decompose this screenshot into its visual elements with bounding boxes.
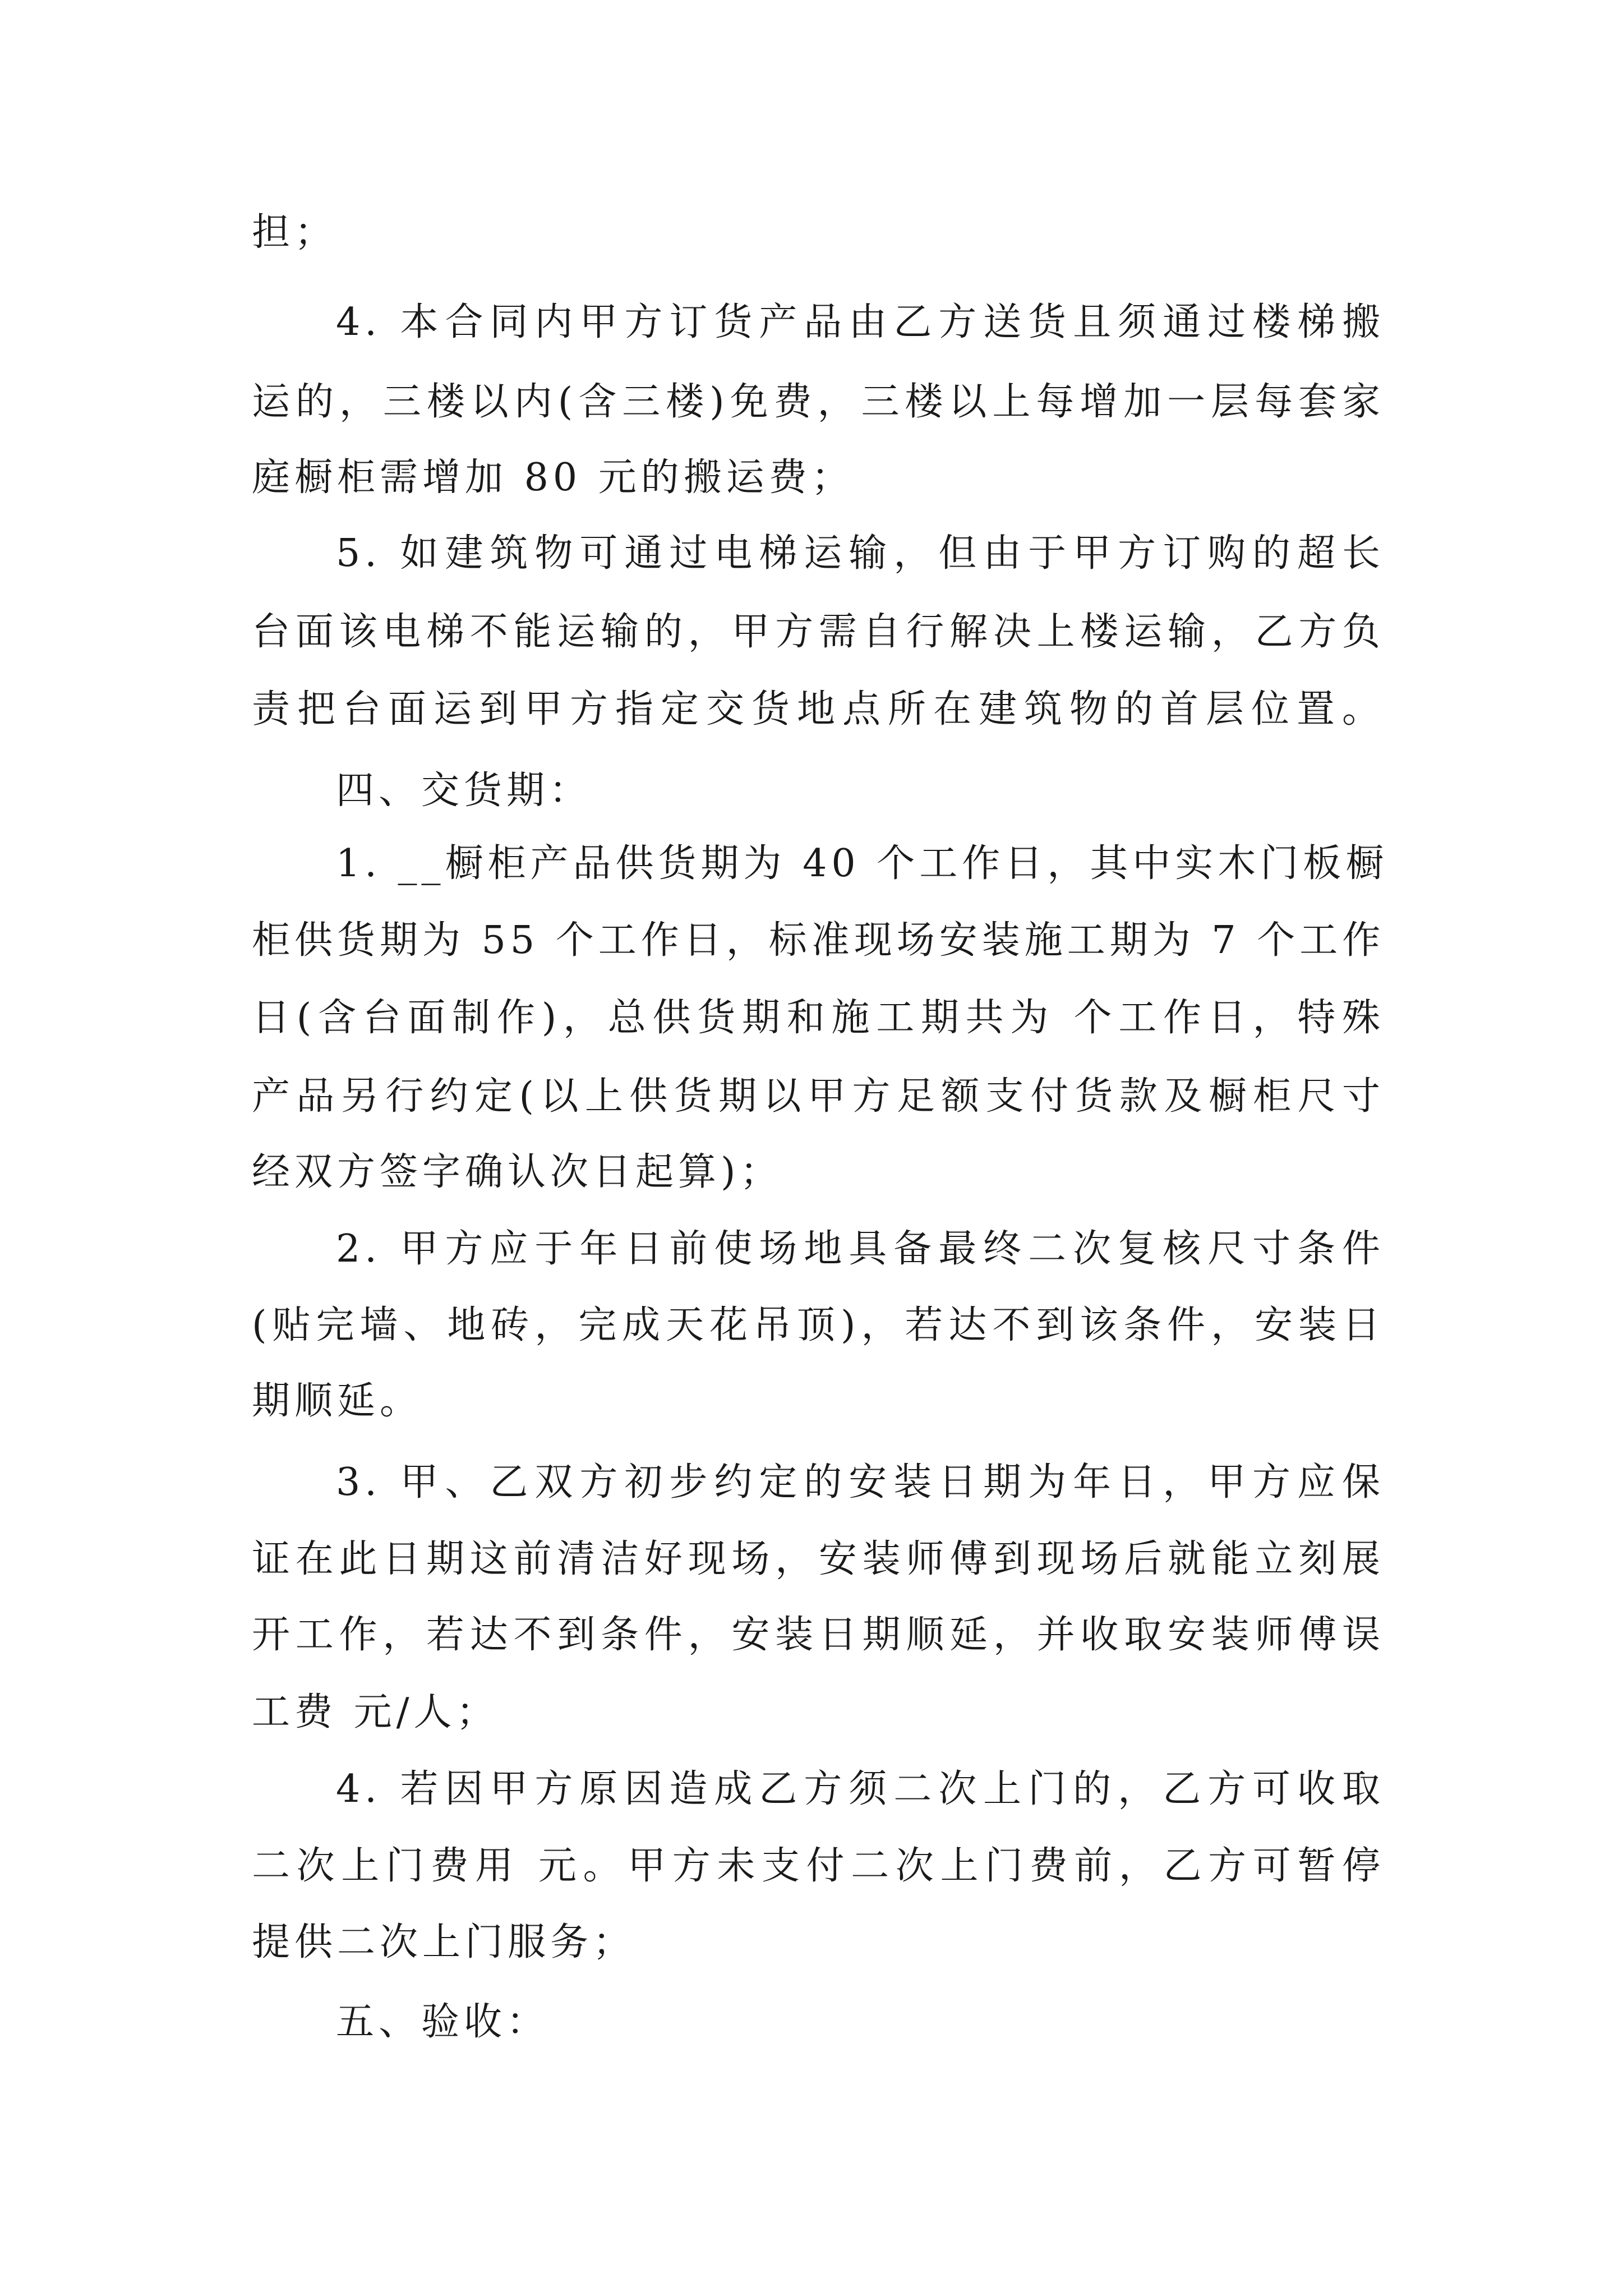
text-line: 期顺延。 [252, 1379, 423, 1423]
section-heading: 四、交货期： [336, 769, 592, 813]
text-line: 担； [252, 210, 338, 255]
text-line: 4. 本合同内甲方订货产品由乙方送货且须通过楼梯搬 [336, 300, 1385, 344]
text-line: 2. 甲方应于年日前使场地具备最终二次复核尺寸条件 [336, 1227, 1385, 1271]
text-line: 台面该电梯不能运输的，甲方需自行解决上楼运输，乙方负 [252, 610, 1385, 654]
text-line: 运的，三楼以内(含三楼)免费，三楼以上每增加一层每套家 [252, 380, 1385, 424]
text-line: 证在此日期这前清洁好现场，安装师傅到现场后就能立刻展 [252, 1537, 1385, 1581]
text-line: 二次上门费用 元。甲方未支付二次上门费前，乙方可暂停 [252, 1844, 1385, 1888]
text-line: 柜供货期为 55 个工作日，标准现场安装施工期为 7 个工作 [252, 918, 1385, 963]
text-line: 4. 若因甲方原因造成乙方须二次上门的，乙方可收取 [336, 1767, 1385, 1811]
text-line: 工费 元/人； [252, 1690, 499, 1734]
text-line: 1. __橱柜产品供货期为 40 个工作日，其中实木门板橱 [336, 841, 1389, 886]
text-line: 3. 甲、乙双方初步约定的安装日期为年日，甲方应保 [336, 1460, 1385, 1504]
text-line: (贴完墙、地砖，完成天花吊顶)，若达不到该条件，安装日 [252, 1303, 1385, 1347]
text-line: 经双方签字确认次日起算)； [252, 1150, 783, 1194]
section-heading: 五、验收： [336, 2000, 550, 2044]
text-line: 5. 如建筑物可通过电梯运输，但由于甲方订购的超长 [336, 531, 1385, 576]
text-line: 产品另行约定(以上供货期以甲方足额支付货款及橱柜尺寸 [252, 1074, 1385, 1119]
text-line: 提供二次上门服务； [252, 1920, 636, 1964]
text-line: 日(含台面制作)，总供货期和施工期共为 个工作日，特殊 [252, 996, 1385, 1040]
text-line: 庭橱柜需增加 80 元的搬运费； [252, 455, 854, 500]
text-line: 开工作，若达不到条件，安装日期顺延，并收取安装师傅误 [252, 1613, 1385, 1657]
text-line: 责把台面运到甲方指定交货地点所在建筑物的首层位置。 [252, 687, 1385, 731]
